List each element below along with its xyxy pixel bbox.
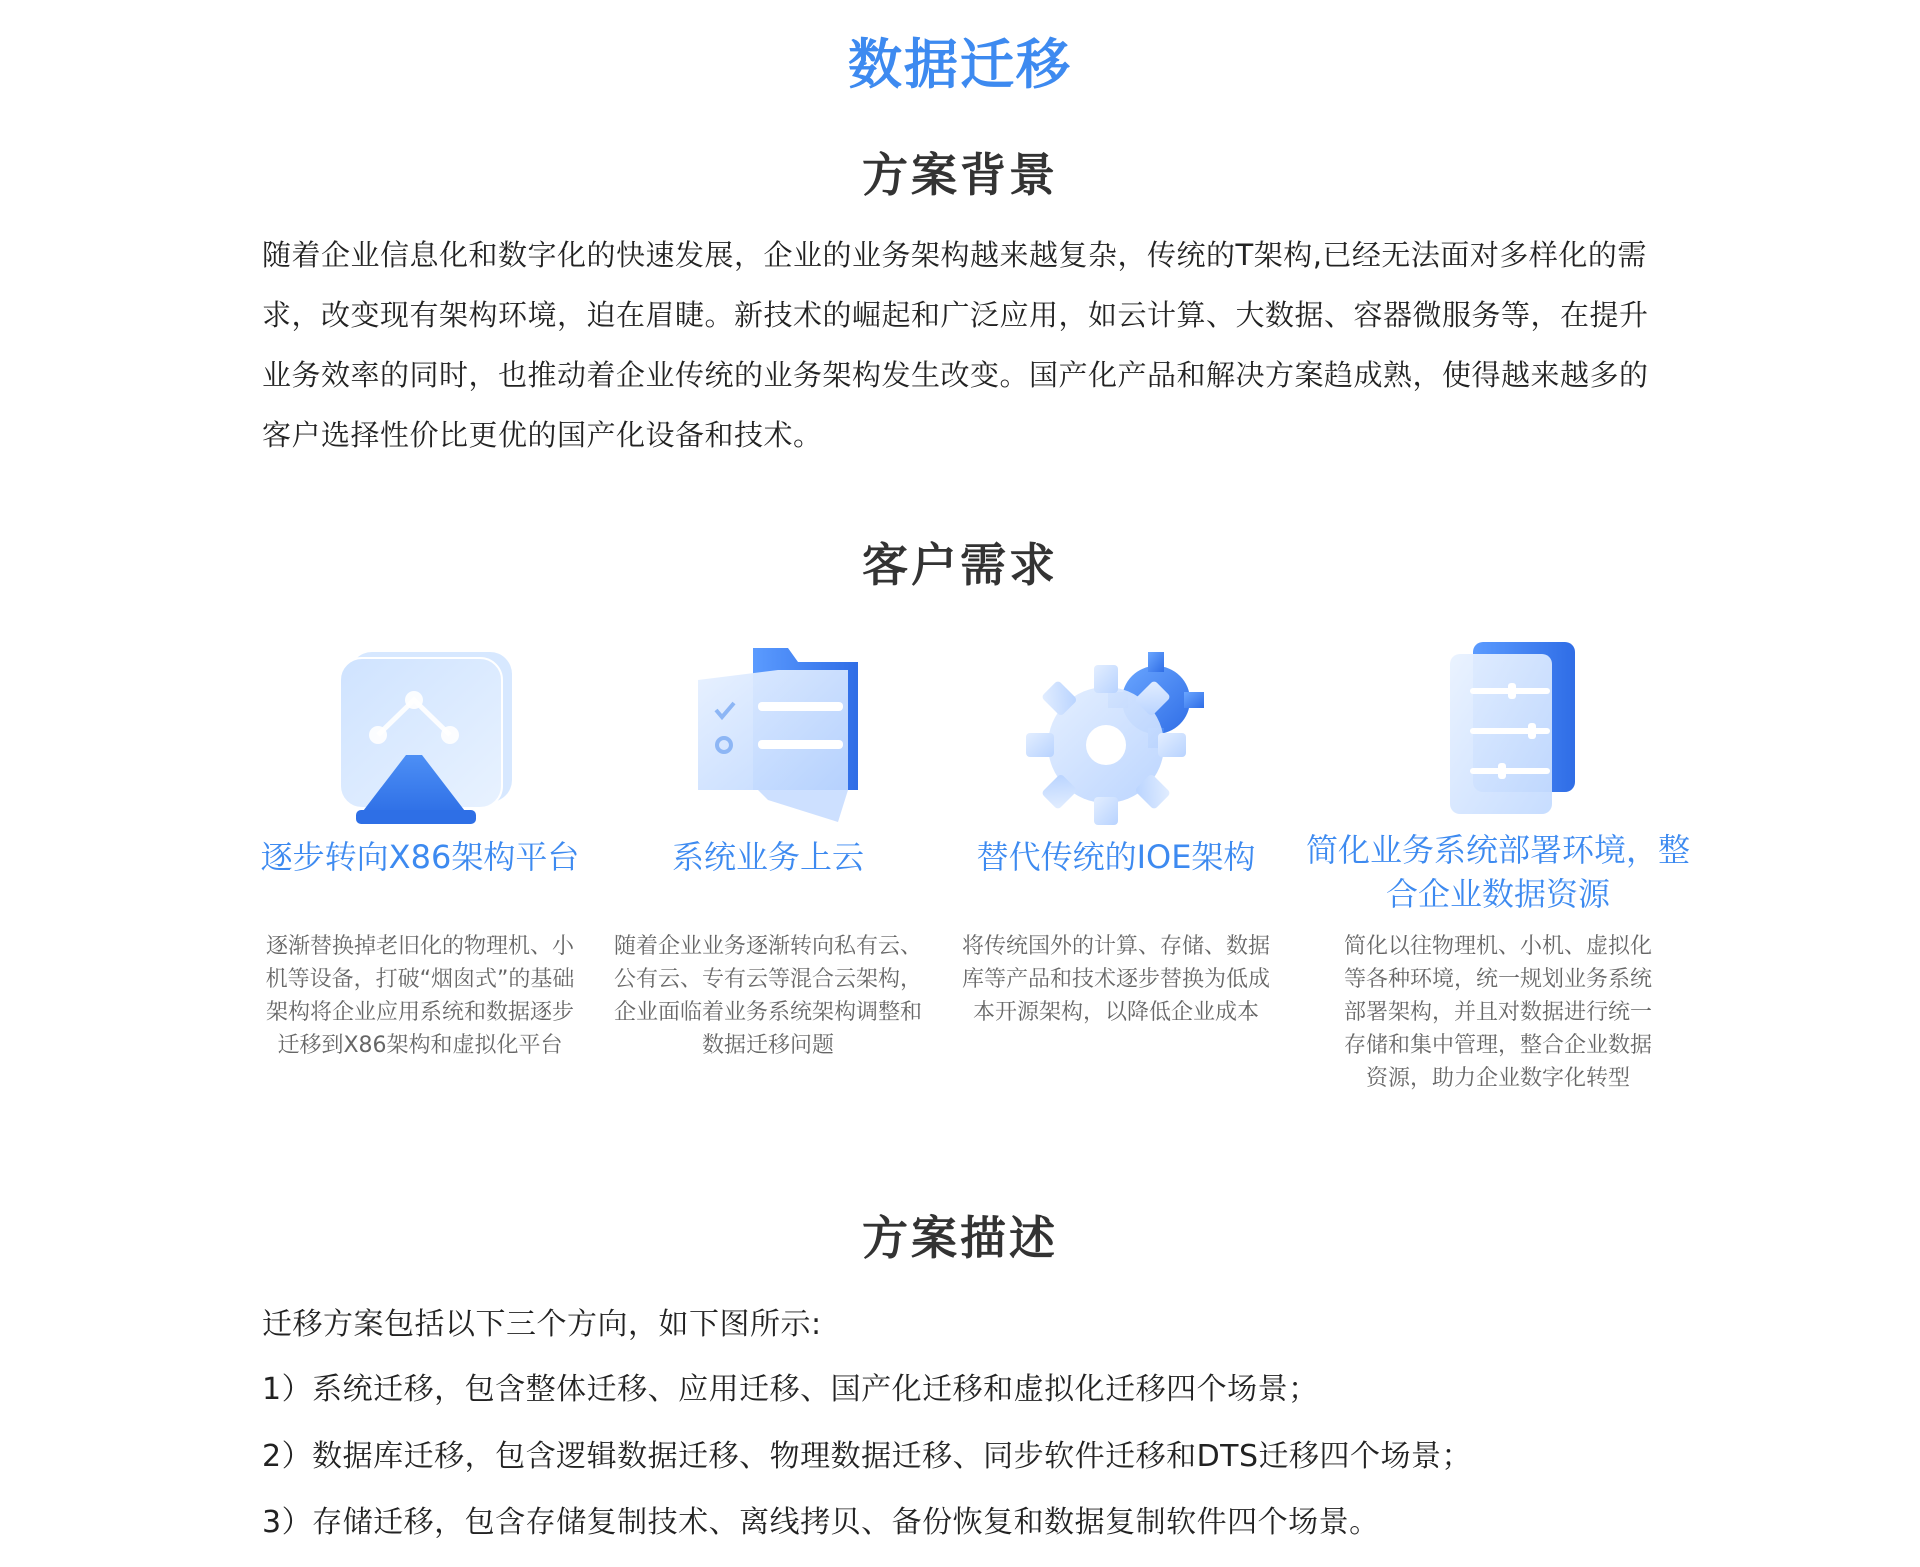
need-card-title: 替代传统的IOE架构 bbox=[976, 838, 1256, 876]
need-card-title: 系统业务上云 bbox=[671, 838, 864, 876]
section-title-description: 方案描述 bbox=[862, 1211, 1058, 1265]
need-card-cloud bbox=[598, 640, 938, 1058]
monitor-network-icon bbox=[310, 640, 530, 830]
page-title: 数据迁移 bbox=[848, 33, 1072, 96]
description-item-2: 2）数据库迁移，包含逻辑数据迁移、物理数据迁移、同步软件迁移和DTS迁移四个场景； bbox=[262, 1439, 1473, 1474]
background-paragraph: 随着企业信息化和数字化的快速发展，企业的业务架构越来越复杂，传统的T架构,已经无法面对多样化的需求，改变现有架构环境，迫在眉睫。新技术的崛起和广泛应用，如云计算、大数据、容器微服务等，在提升业务效率的同时，也推动着企业传统的业务架构发生改变。国产化产品和解决方案趋成熟，使得越来越多的客户选择性价比更优的国产化设备和技术。 bbox=[262, 238, 1649, 452]
gear-icon bbox=[1006, 640, 1226, 830]
section-title-background: 方案背景 bbox=[862, 148, 1058, 202]
need-card-simplify bbox=[1305, 640, 1690, 1091]
need-card-x86 bbox=[250, 640, 590, 1058]
need-card-desc: 将传统国外的计算、存储、数据库等产品和技术逐步替换为低成本开源架构，以降低企业成本 bbox=[961, 934, 1270, 1025]
checklist-folder-icon bbox=[658, 640, 878, 830]
document-stack-icon bbox=[1388, 640, 1608, 830]
section-title-needs: 客户需求 bbox=[862, 538, 1058, 592]
need-card-title: 逐步转向X86架构平台 bbox=[260, 838, 580, 876]
description-item-3: 3）存储迁移，包含存储复制技术、离线拷贝、备份恢复和数据复制软件四个场景。 bbox=[262, 1505, 1380, 1540]
need-card-title: 简化业务系统部署环境，整合企业数据资源 bbox=[1305, 831, 1690, 913]
need-card-desc: 简化以往物理机、小机、虚拟化等各种环境，统一规划业务系统部署架构，并且对数据进行统一存储和集中管理，整合企业数据资源，助力企业数字化转型 bbox=[1343, 934, 1652, 1091]
need-card-desc: 逐渐替换掉老旧化的物理机、小机等设备，打破“烟囱式”的基础架构将企业应用系统和数据逐步迁移到X86架构和虚拟化平台 bbox=[265, 934, 575, 1058]
need-card-ioe bbox=[946, 640, 1286, 1025]
description-intro: 迁移方案包括以下三个方向，如下图所示: bbox=[262, 1307, 822, 1342]
need-card-desc: 随着企业业务逐渐转向私有云、公有云、专有云等混合云架构，企业面临着业务系统架构调整和数据迁移问题 bbox=[613, 934, 922, 1058]
description-item-1: 1）系统迁移，包含整体迁移、应用迁移、国产化迁移和虚拟化迁移四个场景； bbox=[262, 1372, 1319, 1407]
